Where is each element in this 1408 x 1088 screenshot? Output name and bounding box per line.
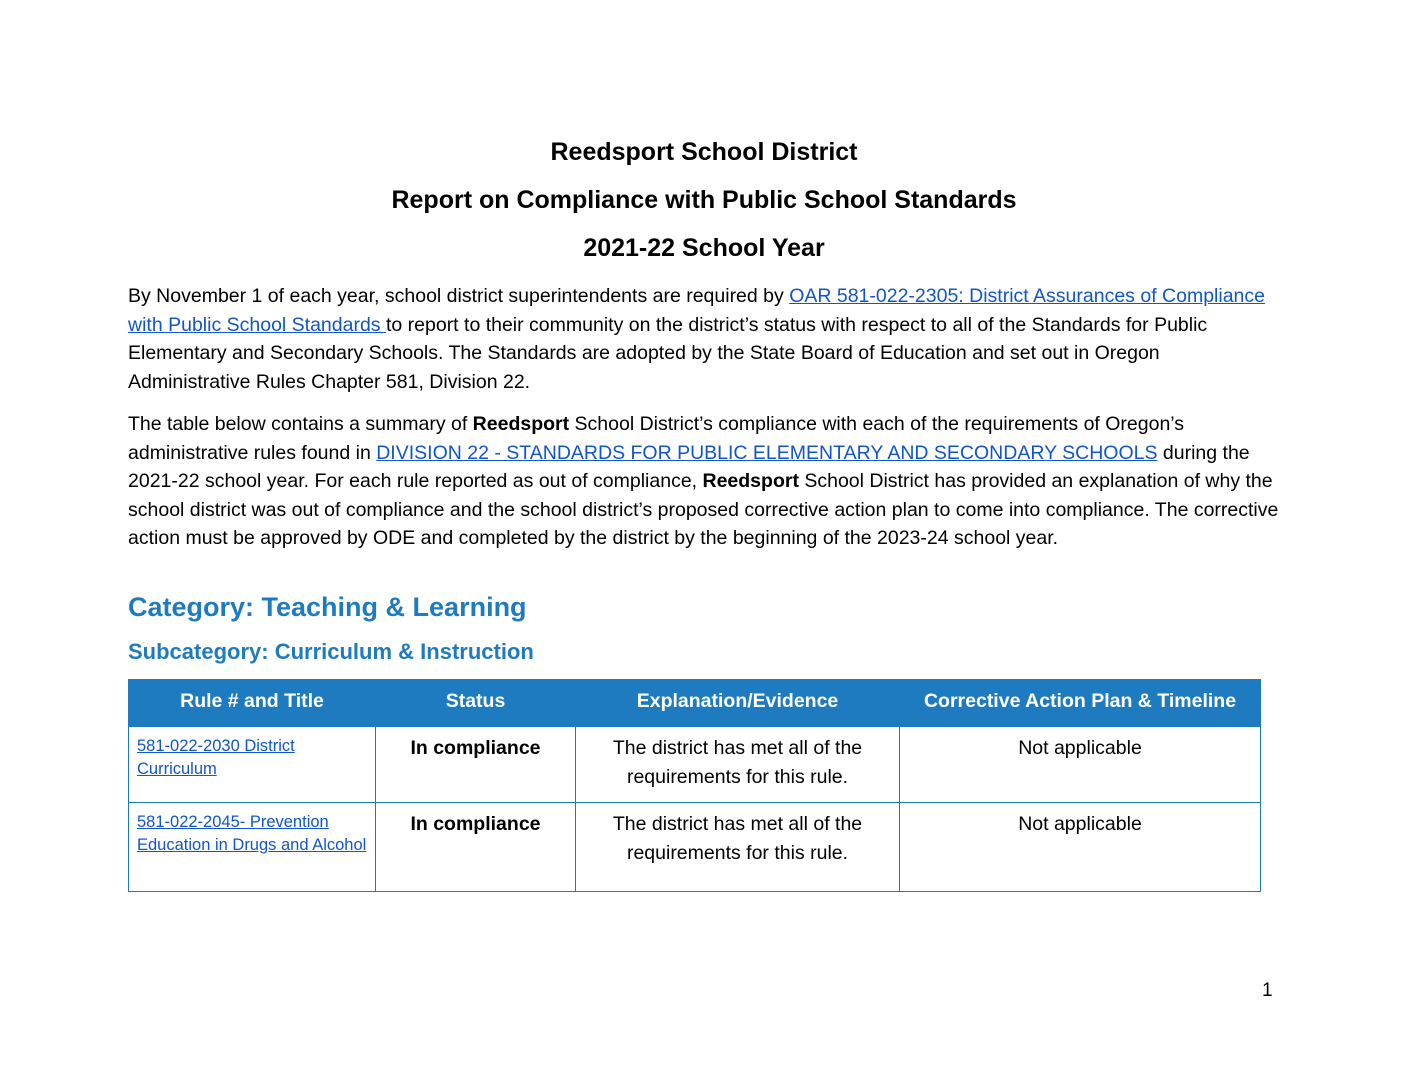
district-name-bold: Reedsport bbox=[472, 413, 570, 435]
intro-paragraph-2 bbox=[128, 410, 1280, 553]
rule-link[interactable]: 581-022-2030 District Curriculum bbox=[137, 736, 295, 778]
status-cell: In compliance bbox=[376, 726, 576, 802]
oar-assurances-link[interactable]: OAR 581-022-2305: District Assurances of Compliance with Public School Standards bbox=[128, 285, 1265, 336]
subcategory-heading: Subcategory: Curriculum & Instruction bbox=[128, 638, 534, 664]
rule-cell bbox=[129, 726, 376, 802]
intro-text: School District has provided an explanation of why the school district was out of compliance and the school district’s proposed corrective action plan to come into compliance. The corrective action must be approved by ODE and completed by the district by the beginning of the 2023-24 school year. bbox=[128, 470, 1279, 549]
district-title: Reedsport School District bbox=[550, 138, 858, 166]
explanation-cell: The district has met all of the requirements for this rule. bbox=[576, 726, 900, 802]
rule-cell bbox=[129, 802, 376, 891]
page-number: 1 bbox=[1262, 980, 1273, 1001]
document-page bbox=[128, 128, 1280, 892]
table-row bbox=[129, 726, 1261, 802]
intro-text: By November 1 of each year, school district superintendents are required by bbox=[128, 285, 790, 307]
explanation-cell: The district has met all of the requirements for this rule. bbox=[576, 802, 900, 891]
compliance-table bbox=[128, 679, 1261, 892]
column-header-status: Status bbox=[376, 679, 576, 726]
corrective-action-cell: Not applicable bbox=[900, 802, 1261, 891]
column-header-explanation: Explanation/Evidence bbox=[576, 679, 900, 726]
report-title: Report on Compliance with Public School Standards bbox=[391, 186, 1017, 214]
district-name-bold: Reedsport bbox=[702, 470, 799, 492]
corrective-action-cell: Not applicable bbox=[900, 726, 1261, 802]
category-heading: Category: Teaching & Learning bbox=[128, 591, 527, 622]
division-22-link[interactable]: DIVISION 22 - STANDARDS FOR PUBLIC ELEMENTARY AND SECONDARY SCHOOLS bbox=[376, 441, 1158, 464]
column-header-corrective-action: Corrective Action Plan & Timeline bbox=[900, 679, 1261, 726]
intro-text: to report to their community on the district’s status with respect to all of the Standards for Public Elementary and Secondary Schools. The Standards are adopted by the State Board of Education and set out in Oregon Administrative Rules Chapter 581, Division 22. bbox=[128, 313, 1208, 393]
intro-text: The table below contains a summary of bbox=[128, 413, 473, 435]
intro-text: during the 2021-22 school year. For each rule reported as out of compliance, bbox=[128, 441, 1250, 492]
school-year-title: 2021-22 School Year bbox=[583, 234, 825, 262]
status-cell: In compliance bbox=[376, 802, 576, 891]
intro-paragraph-1 bbox=[128, 282, 1280, 396]
rule-link[interactable]: 581-022-2045- Prevention Education in Drugs and Alcohol bbox=[137, 812, 367, 854]
table-row bbox=[129, 802, 1261, 891]
column-header-rule: Rule # and Title bbox=[129, 679, 376, 726]
intro-text: School District’s compliance with each of the requirements of Oregon’s administrative rules found in bbox=[128, 413, 1185, 464]
table-header-row bbox=[129, 679, 1261, 726]
